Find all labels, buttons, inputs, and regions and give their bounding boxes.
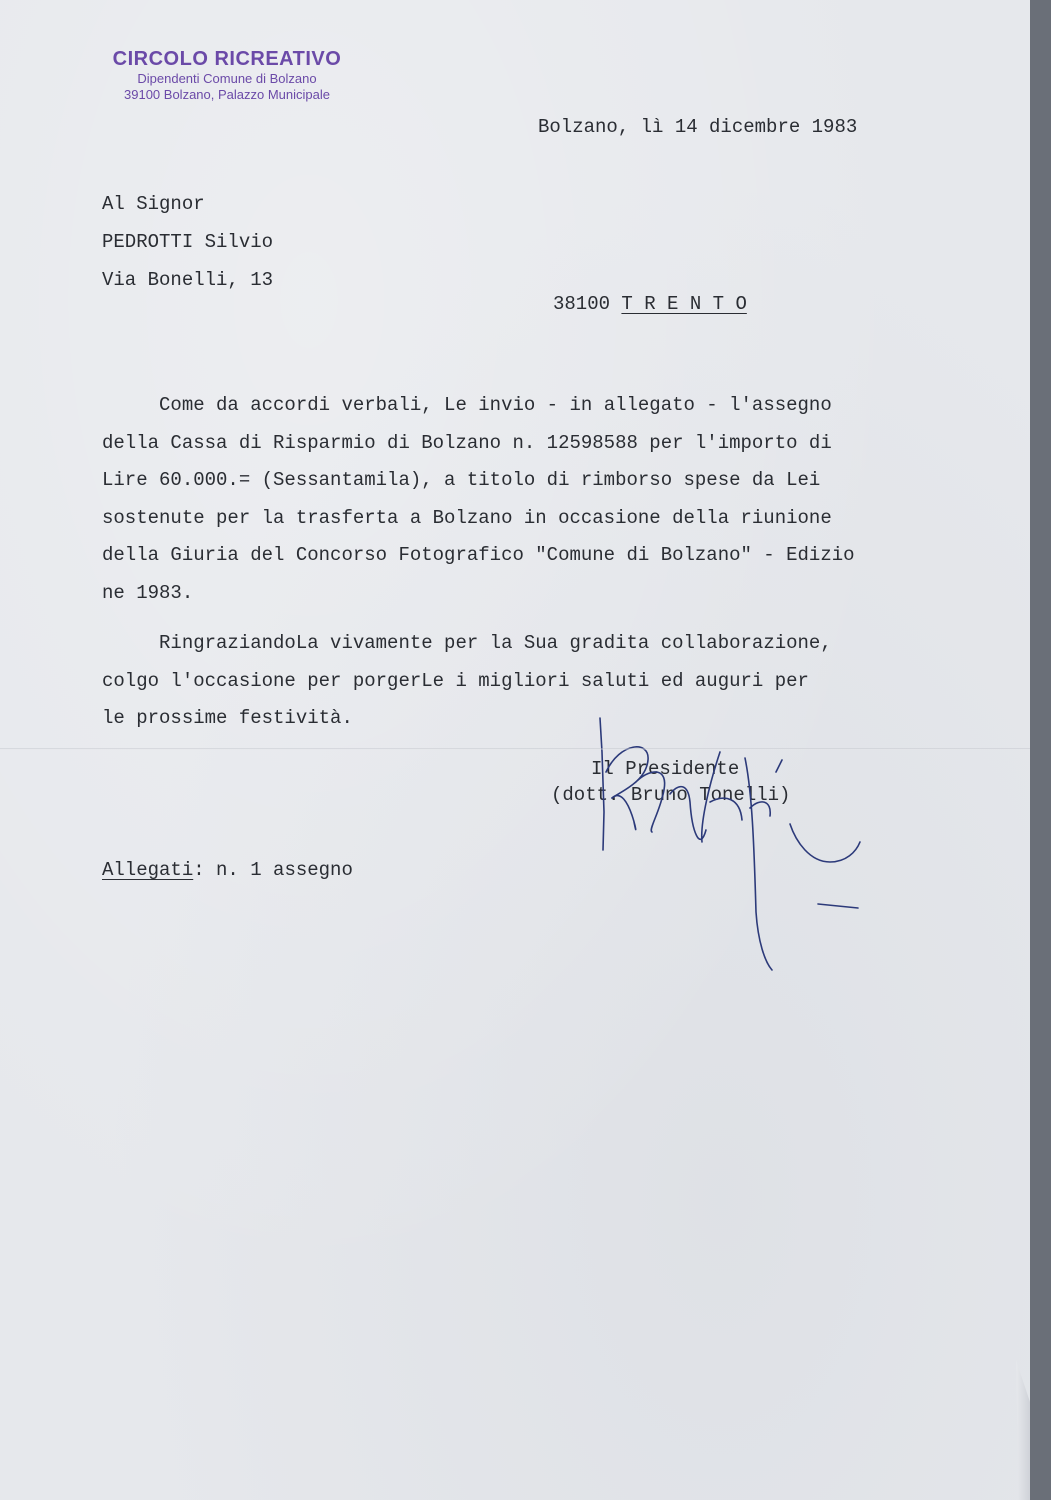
handwritten-signature <box>590 712 870 972</box>
letterhead-department: Dipendenti Comune di Bolzano <box>137 71 317 86</box>
recipient-name: PEDROTTI Silvio <box>102 231 274 253</box>
recipient-city-line <box>553 293 747 315</box>
enclosures-label: Allegati <box>102 859 194 881</box>
date-line: Bolzano, lì 14 dicembre 1983 <box>538 116 858 138</box>
recipient-city: T R E N T O <box>621 293 747 315</box>
recipient-street: Via Bonelli, 13 <box>102 269 274 291</box>
closing-title: Il Presidente <box>591 758 740 780</box>
letterhead-org-name: CIRCOLO RICREATIVO <box>112 48 342 70</box>
body-paragraph-1: Come da accordi verbali, Le invio - in allegato - l'assegno della Cassa di Risparmio di Bolzano n. 12598588 per l'importo di Lire 60.000.= (Sessantamila), a titolo di rimborso spese da Lei sostenute per la trasferta a Bolzano in occasione della riunione della Giuria del Concorso Fotografico "Comune di Bolzano" - Edizio ne 1983. <box>102 394 855 604</box>
body-paragraph-2: RingraziandoLa vivamente per la Sua gradita collaborazione, colgo l'occasione per porgerLe i migliori saluti ed auguri per le prossime festività. <box>102 632 832 729</box>
paper-fold-line <box>0 748 1030 750</box>
enclosures-separator: : <box>193 859 205 881</box>
enclosures-line <box>102 859 353 881</box>
letterhead-stamp <box>82 48 372 103</box>
closing-name: (dott. Bruno Tonelli) <box>551 784 791 806</box>
enclosures-text: n. 1 assegno <box>204 859 353 881</box>
recipient-salutation: Al Signor <box>102 193 205 215</box>
recipient-postal-code: 38100 <box>553 293 611 315</box>
letterhead-address: 39100 Bolzano, Palazzo Municipale <box>124 87 330 102</box>
